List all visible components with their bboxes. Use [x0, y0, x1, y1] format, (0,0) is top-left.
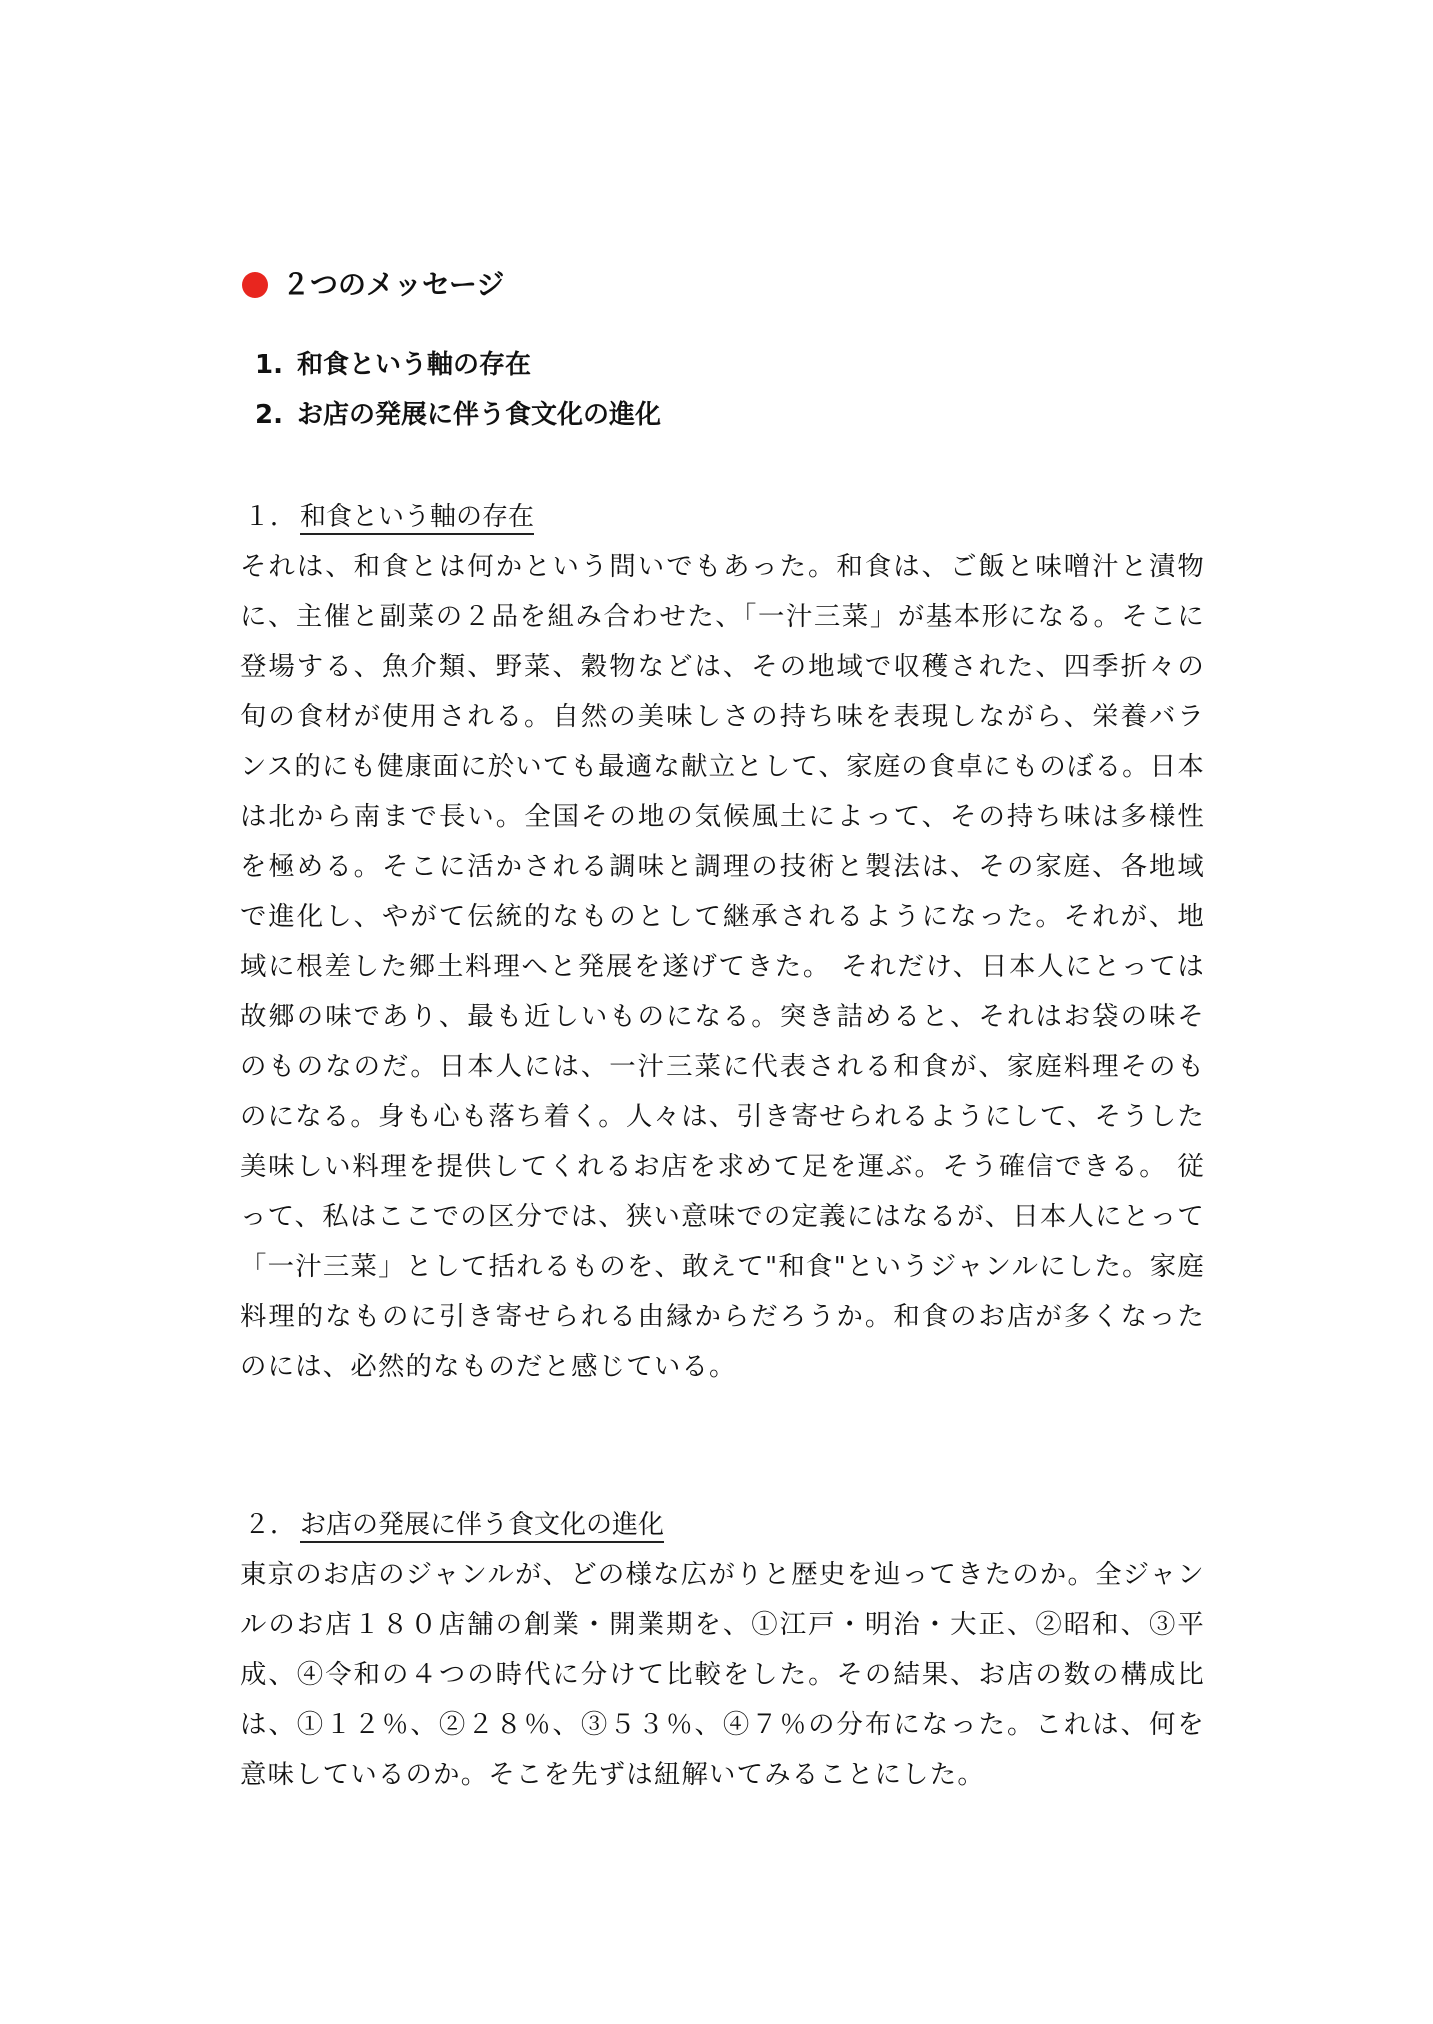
- section-title-label: 和食という軸の存在: [300, 502, 534, 535]
- list-item: [255, 340, 661, 390]
- list-item: [255, 390, 661, 440]
- section-body: それは、和食とは何かという問いでもあった。和食は、ご飯と味噌汁と漬物に、主催と副菜の２品を組み合わせた、「一汁三菜」が基本形になる。そこに登場する、魚介類、野菜、穀物などは、その地域で収穫された、四季折々の旬の食材が使用される。自然の美味しさの持ち味を表現しながら、栄養バランス的にも健康面に於いても最適な献立として、家庭の食卓にものぼる。日本は北から南まで長い。全国その地の気候風土によって、その持ち味は多様性を極める。そこに活かされる調味と調理の技術と製法は、その家庭、各地域で進化し、やがて伝統的なものとして継承されるようになった。それが、地域に根差した郷土料理へと発展を遂げてきた。 それだけ、日本人にとっては故郷の味であり、最も近しいものになる。突き詰めると、それはお袋の味そのものなのだ。日本人には、一汁三菜に代表される和食が、家庭料理そのものになる。身も心も落ち着く。人々は、引き寄せられるようにして、そうした美味しい料理を提供してくれるお店を求めて足を運ぶ。そう確信できる。 従って、私はここでの区分では、狭い意味での定義にはなるが、日本人にとって「一汁三菜」として括れるものを、敢えて"和食"というジャンルにした。家庭料理的なものに引き寄せられる由縁からだろうか。和食のお店が多くなったのには、必然的なものだと感じている。: [240, 551, 1205, 1382]
- section-title: [240, 1500, 1205, 1550]
- list-item-number: 2.: [255, 400, 283, 430]
- section-washoku-axis: [240, 492, 1205, 1392]
- list-item-label: お店の発展に伴う食文化の進化: [297, 400, 662, 430]
- section-number: １．: [244, 502, 297, 532]
- section-body: 東京のお店のジャンルが、どの様な広がりと歴史を辿ってきたのか。全ジャンルのお店１８０店舗の創業・開業期を、①江戸・明治・大正、②昭和、③平成、④令和の４つの時代に分けて比較をした。その結果、お店の数の構成比は、①１２％、②２８％、③５３％、④７％の分布になった。これは、何を意味しているのか。そこを先ずは紐解いてみることにした。: [240, 1559, 1205, 1790]
- red-bullet-icon: [242, 272, 268, 298]
- page-title: ２つのメッセージ: [282, 268, 505, 301]
- list-item-label: 和食という軸の存在: [297, 350, 532, 380]
- section-title-label: お店の発展に伴う食文化の進化: [300, 1510, 664, 1543]
- section-food-culture-evolution: [240, 1500, 1205, 1800]
- list-item-number: 1.: [255, 350, 283, 380]
- message-list: [255, 340, 661, 440]
- section-number: ２．: [244, 1510, 297, 1540]
- section-title: [240, 492, 1205, 542]
- page-heading: [242, 265, 504, 305]
